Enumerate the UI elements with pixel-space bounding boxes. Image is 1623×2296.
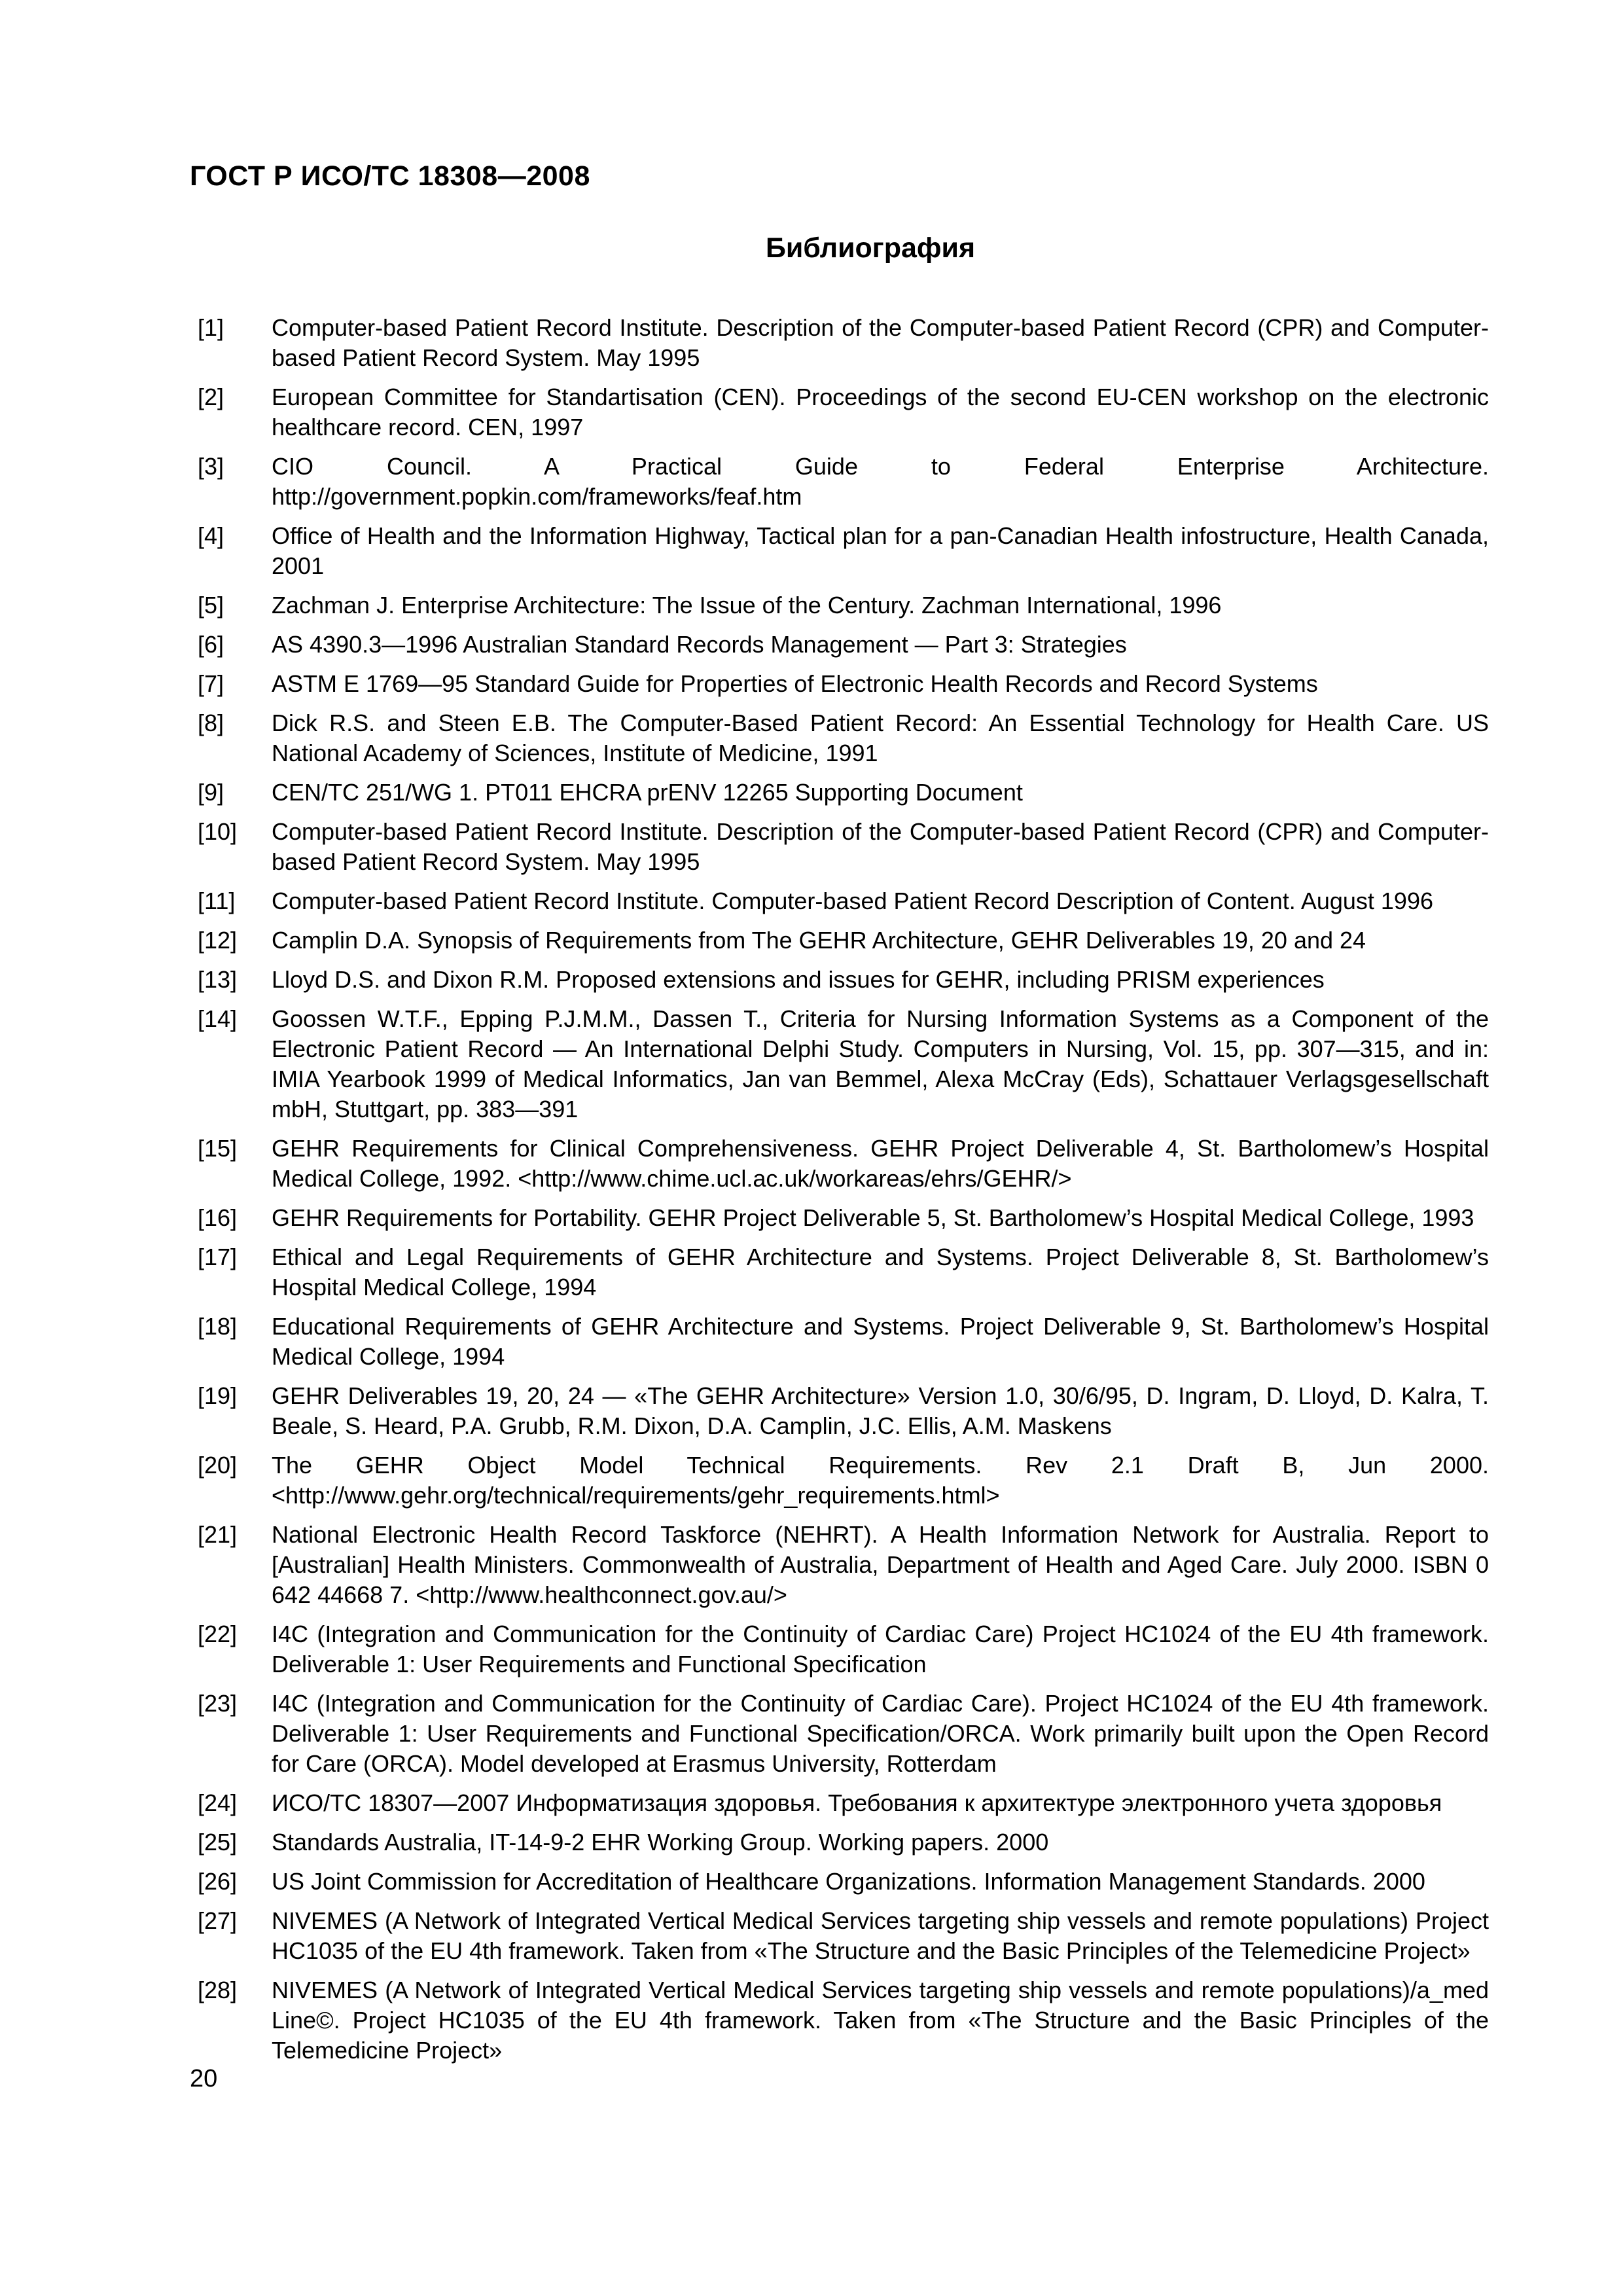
bibliography-entry (190, 452, 1489, 512)
entry-number: [1] (198, 314, 224, 341)
entry-text: Computer-based Patient Record Institute. Description of the Computer-based Patient Record (CPR) and Computer-based Patient Record System. May 1995 (272, 818, 1489, 875)
entry-text: I4C (Integration and Communication for the Continuity of Cardiac Care). Project HC1024 of the EU 4th framework. Deliverable 1: User Requirements and Functional Specification/ORCA. Work primarily built upon the Open Record for Care (ORCA). Model developed at Erasmus University, Rotterdam (272, 1690, 1489, 1777)
entry-text: GEHR Deliverables 19, 20, 24 — «The GEHR Architecture» Version 1.0, 30/6/95, D. Ingram, D. Lloyd, D. Kalra, T. Beale, S. Heard, P.A. Grubb, R.M. Dixon, D.A. Camplin, J.C. Ellis, A.M. Maskens (272, 1382, 1489, 1439)
bibliography-entry (190, 1827, 1489, 1857)
entry-text: Goossen W.T.F., Epping P.J.M.M., Dassen T., Criteria for Nursing Information Systems as a Component of the Electronic Patient Record — An International Delphi Study. Computers in Nursing, Vol. 15, pp. 307—315, and in: IMIA Yearbook 1999 of Medical Informatics, Jan van Bemmel, Alexa McCray (Eds), Schattauer Verlagsgesellschaft mbH, Stuttgart, pp. 383—391 (272, 1005, 1489, 1122)
entry-number: [26] (198, 1868, 238, 1895)
bibliography-entry (190, 1906, 1489, 1966)
entry-number: [10] (198, 818, 238, 845)
bibliography-entry (190, 1689, 1489, 1779)
entry-text: GEHR Requirements for Clinical Comprehensiveness. GEHR Project Deliverable 4, St. Bartholomew’s Hospital Medical College, 1992. <http://www.chime.ucl.ac.uk/workareas/ehrs/GEHR/> (272, 1135, 1489, 1192)
entry-text: Educational Requirements of GEHR Architecture and Systems. Project Deliverable 9, St. Bartholomew’s Hospital Medical College, 1994 (272, 1313, 1489, 1370)
entry-number: [15] (198, 1135, 238, 1162)
bibliography-entry (190, 382, 1489, 442)
entry-text: NIVEMES (A Network of Integrated Vertical Medical Services targeting ship vessels and remote populations)/a_med Line©. Project HC1035 of the EU 4th framework. Taken from «The Structure and the Basic Principles of the Telemedicine Project» (272, 1977, 1489, 2064)
bibliography-entry (190, 1134, 1489, 1194)
entry-text: Computer-based Patient Record Institute. Computer-based Patient Record Description of Content. August 1996 (272, 888, 1433, 914)
bibliography-entry (190, 1520, 1489, 1610)
entry-text: Camplin D.A. Synopsis of Requirements from The GEHR Architecture, GEHR Deliverables 19, 20 and 24 (272, 927, 1366, 954)
entry-text: Standards Australia, IT-14-9-2 EHR Working Group. Working papers. 2000 (272, 1829, 1049, 1856)
entry-text: CIO Council. A Practical Guide to Federal Enterprise Architecture. http://government.popkin.com/frameworks/feaf.htm (272, 453, 1489, 510)
page-number: 20 (190, 2065, 218, 2092)
entry-text: European Committee for Standartisation (CEN). Proceedings of the second EU-CEN workshop on the electronic healthcare record. CEN, 1997 (272, 384, 1489, 440)
entry-text: Zachman J. Enterprise Architecture: The Issue of the Century. Zachman International, 1996 (272, 592, 1222, 619)
entry-text: The GEHR Object Model Technical Requirements. Rev 2.1 Draft B, Jun 2000. <http://www.gehr.org/technical/requirements/gehr_requirements.html> (272, 1452, 1489, 1509)
bibliography-entry (190, 669, 1489, 699)
entry-number: [12] (198, 927, 238, 954)
bibliography-entry (190, 630, 1489, 660)
entry-number: [13] (198, 966, 238, 993)
bibliography-entry (190, 1242, 1489, 1302)
entry-text: GEHR Requirements for Portability. GEHR Project Deliverable 5, St. Bartholomew’s Hospital Medical College, 1993 (272, 1204, 1474, 1231)
entry-number: [11] (198, 888, 236, 914)
entry-text: I4C (Integration and Communication for the Continuity of Cardiac Care) Project HC1024 of the EU 4th framework. Deliverable 1: User Requirements and Functional Specification (272, 1621, 1489, 1677)
entry-number: [9] (198, 779, 224, 806)
entry-text: ASTM E 1769—95 Standard Guide for Properties of Electronic Health Records and Record Systems (272, 670, 1318, 697)
bibliography-entry (190, 521, 1489, 581)
entry-number: [8] (198, 709, 224, 736)
entry-text: CEN/TC 251/WG 1. PT011 EHCRA prENV 12265 Supporting Document (272, 779, 1023, 806)
entry-number: [25] (198, 1829, 238, 1856)
bibliography-entry (190, 817, 1489, 877)
entry-text: National Electronic Health Record Taskforce (NEHRT). A Health Information Network for Australia. Report to [Australian] Health Ministers. Commonwealth of Australia, Department of Health and Aged Care. July 2000. ISBN 0 642 44668 7. <http://www.healthconnect.gov.au/> (272, 1521, 1489, 1608)
entry-number: [22] (198, 1621, 238, 1647)
entry-number: [21] (198, 1521, 238, 1548)
entry-text: Lloyd D.S. and Dixon R.M. Proposed extensions and issues for GEHR, including PRISM experiences (272, 966, 1325, 993)
bibliography-entry (190, 590, 1489, 620)
bibliography-entry (190, 1004, 1489, 1124)
entry-number: [27] (198, 1907, 238, 1934)
bibliography-entry (190, 925, 1489, 956)
bibliography-entry (190, 1788, 1489, 1818)
entry-text: Office of Health and the Information Highway, Tactical plan for a pan-Canadian Health infostructure, Health Canada, 2001 (272, 522, 1489, 579)
entry-text: Ethical and Legal Requirements of GEHR Architecture and Systems. Project Deliverable 8, St. Bartholomew’s Hospital Medical College, 1994 (272, 1244, 1489, 1300)
entry-number: [14] (198, 1005, 238, 1032)
bibliography-entry (190, 1619, 1489, 1679)
page-title: Библиография (765, 232, 976, 264)
entry-number: [16] (198, 1204, 238, 1231)
entry-text: NIVEMES (A Network of Integrated Vertical Medical Services targeting ship vessels and remote populations) Project HC1035 of the EU 4th framework. Taken from «The Structure and the Basic Principles of the Telemedicine Project» (272, 1907, 1489, 1964)
entry-text: AS 4390.3—1996 Australian Standard Records Management — Part 3: Strategies (272, 631, 1127, 658)
entry-number: [23] (198, 1690, 238, 1717)
bibliography-entry (190, 965, 1489, 995)
entry-number: [5] (198, 592, 224, 619)
bibliography-entry (190, 313, 1489, 373)
entry-text: Dick R.S. and Steen E.B. The Computer-Based Patient Record: An Essential Technology for Health Care. US National Academy of Sciences, Institute of Medicine, 1991 (272, 709, 1489, 766)
bibliography-entry (190, 1975, 1489, 2066)
bibliography-entry (190, 778, 1489, 808)
entry-number: [7] (198, 670, 224, 697)
document-standard-header: ГОСТ Р ИСО/ТС 18308—2008 (190, 160, 590, 192)
entry-number: [6] (198, 631, 224, 658)
bibliography-entry (190, 708, 1489, 768)
bibliography-list (190, 313, 1489, 2075)
entry-number: [20] (198, 1452, 238, 1479)
entry-text: US Joint Commission for Accreditation of Healthcare Organizations. Information Management Standards. 2000 (272, 1868, 1425, 1895)
entry-number: [24] (198, 1789, 238, 1816)
entry-number: [4] (198, 522, 224, 549)
entry-number: [3] (198, 453, 224, 480)
entry-number: [18] (198, 1313, 238, 1340)
bibliography-entry (190, 1867, 1489, 1897)
entry-text: Computer-based Patient Record Institute. Description of the Computer-based Patient Record (CPR) and Computer-based Patient Record System. May 1995 (272, 314, 1489, 371)
entry-number: [17] (198, 1244, 238, 1270)
entry-number: [2] (198, 384, 224, 410)
entry-number: [28] (198, 1977, 238, 2003)
bibliography-entry (190, 1450, 1489, 1511)
entry-number: [19] (198, 1382, 238, 1409)
bibliography-entry (190, 1381, 1489, 1441)
bibliography-entry (190, 886, 1489, 916)
bibliography-entry (190, 1312, 1489, 1372)
bibliography-entry (190, 1203, 1489, 1233)
entry-text: ИСО/ТС 18307—2007 Информатизация здоровья. Требования к архитектуре электронного учета здоровья (272, 1789, 1442, 1816)
